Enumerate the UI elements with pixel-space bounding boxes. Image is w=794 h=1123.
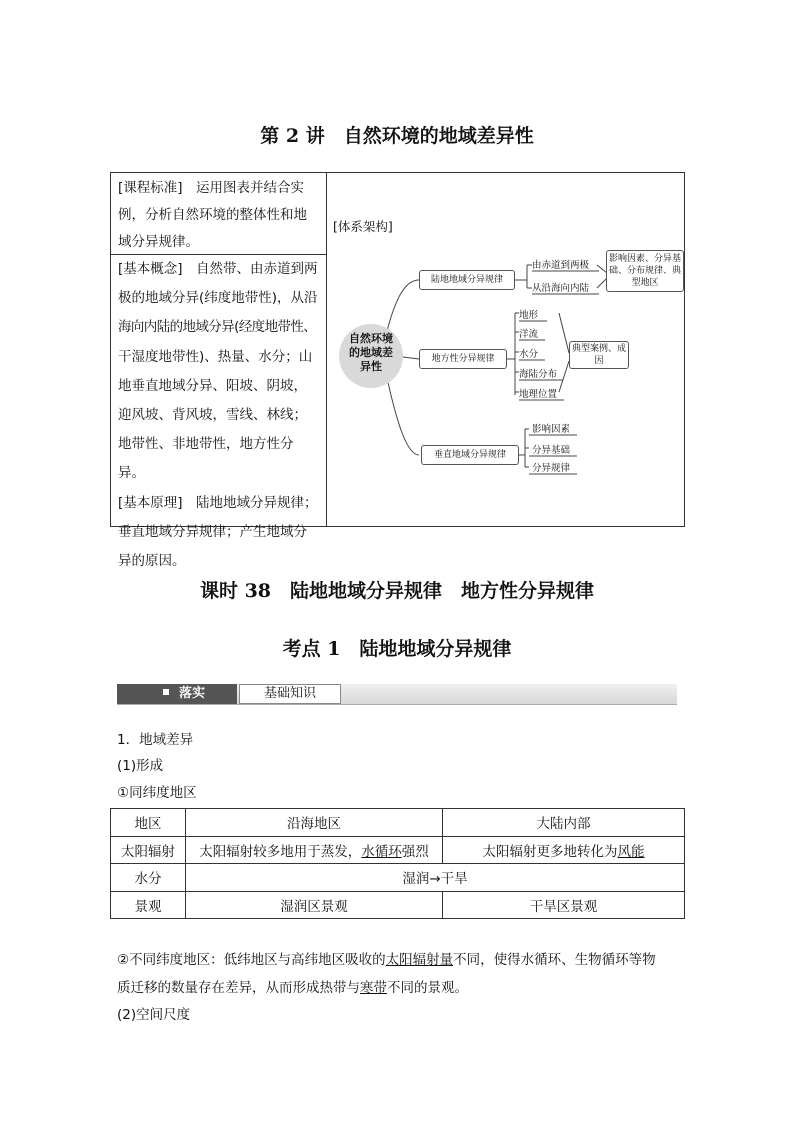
section-banner: [117, 684, 677, 705]
paragraph-2-line2: [117, 976, 468, 996]
principle-line: 垂直地域分异规律；产生地域分: [118, 523, 307, 540]
concept-line: [基本概念] 自然带、由赤道到两: [118, 261, 318, 277]
cell-text: 太阳辐射较多地用于蒸发，: [199, 843, 362, 860]
table-cell: 水分: [111, 864, 186, 892]
lesson-title: 课时 38 陆地地域分异规律 地方性分异规律: [199, 580, 595, 602]
square-bullet-icon: [163, 689, 169, 695]
node-land-sea: 海陆分布: [519, 369, 558, 380]
table-row: [111, 836, 685, 864]
principle-line: [基本原理] 陆地地域分异规律；: [118, 494, 318, 511]
underlined-term: 风能: [617, 843, 645, 860]
table-cell: 景观: [111, 891, 186, 919]
principle-line: 异的原因。: [118, 553, 186, 570]
table-cell: 湿润→干旱: [186, 864, 685, 892]
standard-line: 例，分析自然环境的整体性和地: [118, 207, 307, 223]
node-coast-to-inland: 从沿海向内陆: [532, 283, 590, 294]
concept-cell: [111, 255, 326, 576]
table-cell: [443, 836, 685, 864]
node-water: 水分: [519, 349, 539, 360]
concept-line: 干湿度地带性)、热量、水分；山: [118, 348, 313, 365]
table-header: 大陆内部: [443, 809, 685, 837]
banner-light: 基础知识: [239, 684, 341, 704]
node-ocean-current: 洋流: [519, 329, 539, 340]
text: 不同的景观。: [387, 980, 468, 996]
banner-dark: [117, 684, 237, 704]
node-terrain: 地形: [519, 310, 539, 321]
standard-line: 域分异规律。: [118, 234, 199, 250]
mindmap-center-text: 自然环境的地域差异性: [349, 332, 393, 373]
point-title: 考点 1 陆地地域分异规律: [282, 638, 512, 660]
table-row: [111, 809, 685, 837]
left-column: [111, 173, 327, 570]
table-cell: 湿润区景观: [186, 891, 443, 919]
table-row: [111, 864, 685, 892]
concept-line: 海向内陆的地域分异(经度地带性、: [118, 319, 317, 336]
comparison-table: [110, 808, 685, 919]
table-row: [111, 891, 685, 919]
node-factors: 影响因素: [532, 424, 571, 435]
banner-dark-label: 落实: [179, 686, 206, 701]
cell-text: 太阳辐射更多地转化为: [482, 843, 618, 860]
node-equator-to-poles: 由赤道到两极: [532, 260, 590, 271]
text: ②不同纬度地区：低纬地区与高纬地区吸收的: [117, 952, 386, 968]
text: 不同，使得水循环、生物循环等物: [453, 952, 656, 968]
underlined-term: 太阳辐射量: [385, 952, 454, 968]
node-location: 地理位置: [519, 389, 558, 400]
heading-1a1: ①同纬度地区: [117, 785, 197, 801]
node-basis: 分异基础: [532, 445, 571, 456]
node-local-details: 典型案例、成因: [569, 341, 629, 369]
concept-line: 极的地域分异(纬度地带性)，从沿: [118, 290, 318, 307]
table-cell: 干旱区景观: [443, 891, 685, 919]
concept-line: 迎风坡、背风坡，雪线、林线；: [118, 407, 307, 424]
mindmap-center-circle: [339, 324, 403, 388]
cell-text: 强烈: [401, 843, 429, 860]
concept-line: 地垂直地域分异、阳坡、阴坡，: [118, 377, 307, 394]
concept-line: 地带性、非地带性，地方性分异。: [118, 436, 294, 482]
underlined-term: 水循环: [361, 843, 402, 860]
underlined-term: 寒带: [360, 980, 387, 996]
node-pattern: 分异规律: [532, 463, 571, 474]
node-land-details: 影响因素、分异基础、分布规律、典型地区: [606, 250, 684, 292]
mindmap-heading: [体系架构]: [333, 219, 393, 234]
node-vertical-zonation: 垂直地域分异规律: [421, 445, 519, 465]
course-standard-cell: [111, 173, 326, 255]
standard-line: [课程标准] 运用图表并结合实: [118, 180, 305, 196]
node-local-zonation: 地方性分异规律: [419, 349, 507, 369]
table-header: 沿海地区: [186, 809, 443, 837]
mindmap: [327, 173, 685, 526]
heading-1a: (1)形成: [117, 758, 164, 774]
table-cell: [186, 836, 443, 864]
overview-box: [110, 172, 685, 570]
table-header: 地区: [111, 809, 186, 837]
table-cell: 太阳辐射: [111, 836, 186, 864]
text: 质迁移的数量存在差异，从而形成热带与: [117, 980, 360, 996]
node-land-zonation: 陆地地域分异规律: [419, 270, 515, 290]
heading-2: (2)空间尺度: [117, 1007, 191, 1023]
paragraph-2-line1: [117, 948, 687, 968]
heading-1: 1．地域差异: [117, 732, 194, 748]
chapter-title: 第 2 讲 自然环境的地域差异性: [260, 125, 534, 147]
